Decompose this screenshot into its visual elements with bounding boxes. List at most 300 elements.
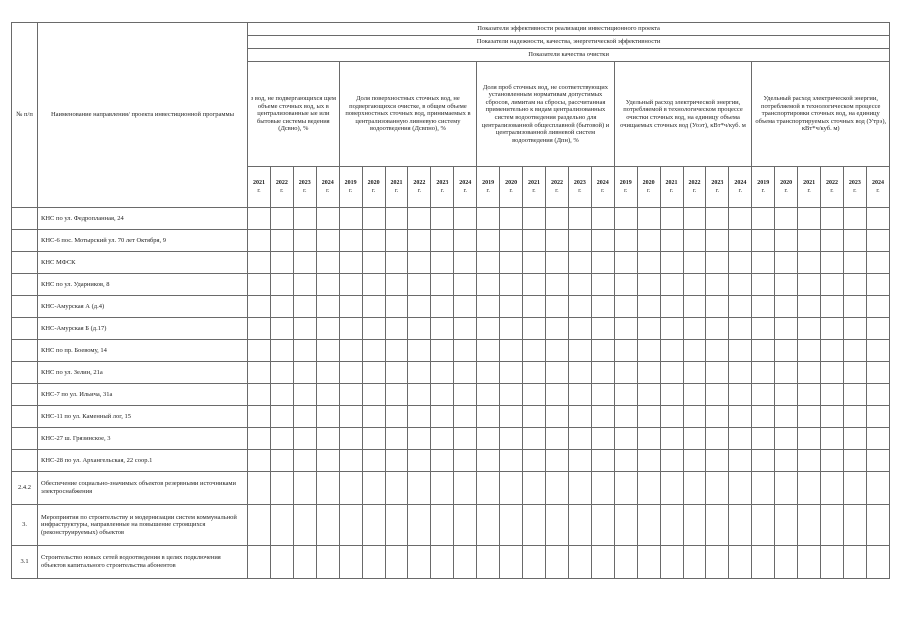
value-cell xyxy=(270,505,293,546)
value-cell xyxy=(591,505,614,546)
value-cell xyxy=(339,230,362,252)
value-cell xyxy=(591,428,614,450)
value-cell xyxy=(637,318,660,340)
value-cell xyxy=(362,546,385,579)
value-cell xyxy=(523,450,546,472)
year-header-cell xyxy=(798,167,821,208)
value-cell xyxy=(568,362,591,384)
row-number-cell xyxy=(12,230,38,252)
value-cell xyxy=(568,274,591,296)
value-cell xyxy=(293,340,316,362)
value-cell xyxy=(821,208,844,230)
value-cell xyxy=(477,208,500,230)
value-cell xyxy=(293,296,316,318)
value-cell xyxy=(293,450,316,472)
value-cell xyxy=(821,546,844,579)
year-header-cell xyxy=(568,167,591,208)
value-cell xyxy=(843,252,866,274)
year-header-cell xyxy=(660,167,683,208)
value-cell xyxy=(752,340,775,362)
value-cell xyxy=(477,296,500,318)
value-cell xyxy=(248,384,271,406)
row-number-cell xyxy=(12,450,38,472)
value-cell xyxy=(683,252,706,274)
year-label: 2022 xyxy=(550,180,563,186)
value-cell xyxy=(568,296,591,318)
year-label: 2019 xyxy=(482,180,495,186)
value-cell xyxy=(775,274,798,296)
table-row xyxy=(12,505,890,546)
value-cell xyxy=(683,208,706,230)
value-cell xyxy=(454,406,477,428)
value-cell xyxy=(408,208,431,230)
row-number-cell xyxy=(12,546,38,579)
value-cell xyxy=(454,450,477,472)
value-cell xyxy=(821,362,844,384)
value-cell xyxy=(339,340,362,362)
year-header-cell xyxy=(523,167,546,208)
value-cell xyxy=(798,318,821,340)
value-cell xyxy=(248,472,271,505)
value-cell xyxy=(752,450,775,472)
year-header-cell xyxy=(477,167,500,208)
value-cell xyxy=(362,472,385,505)
value-cell xyxy=(798,406,821,428)
value-cell xyxy=(500,505,523,546)
value-cell xyxy=(431,472,454,505)
value-cell xyxy=(821,384,844,406)
value-cell xyxy=(270,450,293,472)
value-cell xyxy=(362,230,385,252)
value-cell xyxy=(385,384,408,406)
value-cell xyxy=(660,505,683,546)
year-header-cell xyxy=(339,167,362,208)
value-cell xyxy=(362,318,385,340)
year-suffix: г. xyxy=(601,188,605,194)
value-cell xyxy=(637,296,660,318)
row-name: КНС по пр. Боевому, 14 xyxy=(41,346,107,354)
row-number-cell xyxy=(12,428,38,450)
value-cell xyxy=(637,252,660,274)
value-cell xyxy=(614,406,637,428)
row-name: Строительство новых сетей водоотведения в целях подключения объектов капитального строительства абонентов xyxy=(41,554,221,569)
value-cell xyxy=(408,340,431,362)
value-cell xyxy=(706,428,729,450)
row-name-cell xyxy=(38,274,248,296)
value-cell xyxy=(798,450,821,472)
value-cell xyxy=(523,546,546,579)
year-label: 2024 xyxy=(459,180,472,186)
year-suffix: г. xyxy=(280,188,284,194)
metric-header-cell xyxy=(477,62,615,167)
value-cell xyxy=(545,505,568,546)
year-label: 2023 xyxy=(711,180,724,186)
value-cell xyxy=(293,318,316,340)
value-cell xyxy=(866,505,889,546)
value-cell xyxy=(477,340,500,362)
year-label: 2024 xyxy=(321,180,334,186)
year-label: 2019 xyxy=(757,180,770,186)
value-cell xyxy=(568,230,591,252)
value-cell xyxy=(431,230,454,252)
value-cell xyxy=(729,406,752,428)
row-number: 3. xyxy=(22,521,27,529)
value-cell xyxy=(614,208,637,230)
year-label: 2020 xyxy=(367,180,380,186)
value-cell xyxy=(385,252,408,274)
year-label: 2021 xyxy=(665,180,678,186)
value-cell xyxy=(385,274,408,296)
table-row xyxy=(12,546,890,579)
value-cell xyxy=(431,505,454,546)
value-cell xyxy=(477,274,500,296)
year-header-cell xyxy=(408,167,431,208)
value-cell xyxy=(385,450,408,472)
value-cell xyxy=(752,230,775,252)
row-number-cell xyxy=(12,208,38,230)
value-cell xyxy=(545,472,568,505)
value-cell xyxy=(821,252,844,274)
value-cell xyxy=(454,318,477,340)
value-cell xyxy=(591,384,614,406)
year-label: 2024 xyxy=(872,180,885,186)
value-cell xyxy=(454,208,477,230)
value-cell xyxy=(454,505,477,546)
value-cell xyxy=(316,318,339,340)
value-cell xyxy=(614,505,637,546)
value-cell xyxy=(821,340,844,362)
value-cell xyxy=(798,472,821,505)
header-name-cell xyxy=(38,23,248,208)
value-cell xyxy=(270,472,293,505)
row-name: КНС по ул. Федропланная, 24 xyxy=(41,214,124,222)
value-cell xyxy=(775,230,798,252)
row-number-cell xyxy=(12,274,38,296)
value-cell xyxy=(568,318,591,340)
year-label: 2022 xyxy=(275,180,288,186)
year-label: 2023 xyxy=(298,180,311,186)
value-cell xyxy=(316,472,339,505)
value-cell xyxy=(775,362,798,384)
year-suffix: г. xyxy=(669,188,674,194)
header-no-label: № п/п xyxy=(16,111,33,119)
year-label: 2019 xyxy=(619,180,632,186)
year-header-cell xyxy=(431,167,454,208)
year-suffix: г. xyxy=(417,188,422,194)
value-cell xyxy=(339,546,362,579)
value-cell xyxy=(293,428,316,450)
value-cell xyxy=(591,274,614,296)
value-cell xyxy=(431,546,454,579)
value-cell xyxy=(316,274,339,296)
row-number: 3.1 xyxy=(20,558,29,566)
value-cell xyxy=(843,472,866,505)
value-cell xyxy=(454,546,477,579)
year-header-cell xyxy=(500,167,523,208)
value-cell xyxy=(568,505,591,546)
value-cell xyxy=(408,546,431,579)
value-cell xyxy=(454,384,477,406)
value-cell xyxy=(362,362,385,384)
value-cell xyxy=(568,472,591,505)
row-name: КНС-7 по ул. Ильича, 31а xyxy=(41,390,113,398)
value-cell xyxy=(637,505,660,546)
value-cell xyxy=(614,450,637,472)
value-cell xyxy=(660,450,683,472)
year-header-cell xyxy=(270,167,293,208)
value-cell xyxy=(248,546,271,579)
value-cell xyxy=(316,546,339,579)
value-cell xyxy=(523,318,546,340)
value-cell xyxy=(683,296,706,318)
value-cell xyxy=(706,450,729,472)
year-header-cell xyxy=(637,167,660,208)
value-cell xyxy=(362,274,385,296)
value-cell xyxy=(775,406,798,428)
value-cell xyxy=(729,546,752,579)
value-cell xyxy=(866,384,889,406)
value-cell xyxy=(362,406,385,428)
value-cell xyxy=(408,252,431,274)
value-cell xyxy=(339,318,362,340)
group-title: Показатели эффективности реализации инвестиционного проекта xyxy=(477,25,660,33)
year-suffix: г. xyxy=(692,188,697,194)
value-cell xyxy=(339,406,362,428)
value-cell xyxy=(477,252,500,274)
value-cell xyxy=(798,230,821,252)
value-cell xyxy=(293,472,316,505)
value-cell xyxy=(614,296,637,318)
value-cell xyxy=(431,340,454,362)
year-header-cell xyxy=(706,167,729,208)
value-cell xyxy=(752,505,775,546)
value-cell xyxy=(637,472,660,505)
value-cell xyxy=(821,450,844,472)
value-cell xyxy=(729,208,752,230)
row-name-cell xyxy=(38,450,248,472)
value-cell xyxy=(843,406,866,428)
value-cell xyxy=(339,208,362,230)
year-header-cell xyxy=(821,167,844,208)
value-cell xyxy=(866,362,889,384)
value-cell xyxy=(500,472,523,505)
year-suffix: г. xyxy=(738,188,742,194)
value-cell xyxy=(706,384,729,406)
value-cell xyxy=(431,428,454,450)
year-suffix: г. xyxy=(761,188,765,194)
value-cell xyxy=(706,505,729,546)
value-cell xyxy=(408,505,431,546)
value-cell xyxy=(339,505,362,546)
value-cell xyxy=(339,428,362,450)
value-cell xyxy=(866,450,889,472)
value-cell xyxy=(316,340,339,362)
year-label: 2022 xyxy=(826,180,838,186)
value-cell xyxy=(316,230,339,252)
value-cell xyxy=(500,230,523,252)
value-cell xyxy=(270,296,293,318)
value-cell xyxy=(385,406,408,428)
value-cell xyxy=(752,384,775,406)
value-cell xyxy=(408,472,431,505)
row-name-cell xyxy=(38,505,248,546)
value-cell xyxy=(293,362,316,384)
value-cell xyxy=(866,296,889,318)
year-label: 2022 xyxy=(413,180,426,186)
value-cell xyxy=(752,472,775,505)
value-cell xyxy=(637,362,660,384)
table-row xyxy=(12,406,890,428)
value-cell xyxy=(843,208,866,230)
value-cell xyxy=(293,252,316,274)
value-cell xyxy=(637,546,660,579)
value-cell xyxy=(729,384,752,406)
header-name-label: Наименование направления/ проекта инвестиционной программы xyxy=(50,111,235,119)
value-cell xyxy=(614,384,637,406)
value-cell xyxy=(316,252,339,274)
row-name: Обеспечение социально-значимых объектов резервными источниками электроснабжения xyxy=(41,480,237,495)
value-cell xyxy=(706,208,729,230)
value-cell xyxy=(500,340,523,362)
row-name: КНС-Амурская Б (д.17) xyxy=(41,324,107,332)
value-cell xyxy=(843,362,866,384)
value-cell xyxy=(729,472,752,505)
value-cell xyxy=(248,362,271,384)
value-cell xyxy=(316,362,339,384)
value-cell xyxy=(339,296,362,318)
investment-program-table-page xyxy=(11,22,889,582)
row-name-cell xyxy=(38,428,248,450)
value-cell xyxy=(408,318,431,340)
value-cell xyxy=(339,384,362,406)
value-cell xyxy=(614,252,637,274)
value-cell xyxy=(821,472,844,505)
value-cell xyxy=(408,296,431,318)
value-cell xyxy=(385,362,408,384)
row-number-cell xyxy=(12,472,38,505)
value-cell xyxy=(729,230,752,252)
row-number-cell xyxy=(12,505,38,546)
row-name-cell xyxy=(38,472,248,505)
value-cell xyxy=(523,362,546,384)
year-header-cell xyxy=(316,167,339,208)
year-header-cell xyxy=(454,167,477,208)
value-cell xyxy=(270,384,293,406)
value-cell xyxy=(775,384,798,406)
value-cell xyxy=(752,428,775,450)
value-cell xyxy=(408,384,431,406)
value-cell xyxy=(385,208,408,230)
value-cell xyxy=(775,208,798,230)
value-cell xyxy=(248,505,271,546)
value-cell xyxy=(591,208,614,230)
row-name-cell xyxy=(38,230,248,252)
value-cell xyxy=(637,274,660,296)
value-cell xyxy=(752,274,775,296)
value-cell xyxy=(362,450,385,472)
value-cell xyxy=(821,274,844,296)
row-number-cell xyxy=(12,318,38,340)
year-suffix: г. xyxy=(853,188,857,194)
value-cell xyxy=(798,546,821,579)
value-cell xyxy=(614,318,637,340)
value-cell xyxy=(798,274,821,296)
value-cell xyxy=(729,318,752,340)
value-cell xyxy=(293,546,316,579)
row-name: КНС по ул. Ударников, 8 xyxy=(41,280,110,288)
value-cell xyxy=(248,340,271,362)
value-cell xyxy=(408,274,431,296)
value-cell xyxy=(866,340,889,362)
value-cell xyxy=(523,384,546,406)
row-name: КНС МФСК xyxy=(41,258,76,266)
year-header-cell xyxy=(752,167,775,208)
efficiency-indicators-table xyxy=(11,22,890,579)
value-cell xyxy=(431,450,454,472)
year-label: 2023 xyxy=(848,180,861,186)
value-cell xyxy=(660,428,683,450)
value-cell xyxy=(637,428,660,450)
year-suffix: г. xyxy=(876,188,880,194)
value-cell xyxy=(270,340,293,362)
value-cell xyxy=(248,252,271,274)
table-row xyxy=(12,362,890,384)
row-name-cell xyxy=(38,296,248,318)
value-cell xyxy=(408,450,431,472)
value-cell xyxy=(270,546,293,579)
value-cell xyxy=(477,406,500,428)
value-cell xyxy=(660,252,683,274)
value-cell xyxy=(408,428,431,450)
table-row xyxy=(12,252,890,274)
year-label: 2021 xyxy=(390,180,403,186)
year-suffix: г. xyxy=(303,188,307,194)
value-cell xyxy=(500,546,523,579)
value-cell xyxy=(752,546,775,579)
row-name: КНС-27 ш. Грязинское, 3 xyxy=(41,434,111,442)
value-cell xyxy=(477,450,500,472)
value-cell xyxy=(591,472,614,505)
value-cell xyxy=(454,340,477,362)
value-cell xyxy=(362,505,385,546)
value-cell xyxy=(270,428,293,450)
value-cell xyxy=(637,384,660,406)
value-cell xyxy=(523,340,546,362)
year-header-cell xyxy=(293,167,316,208)
value-cell xyxy=(866,546,889,579)
row-name-cell xyxy=(38,252,248,274)
value-cell xyxy=(660,472,683,505)
value-cell xyxy=(523,428,546,450)
table-row xyxy=(12,230,890,252)
table-row xyxy=(12,340,890,362)
value-cell xyxy=(385,546,408,579)
value-cell xyxy=(752,362,775,384)
value-cell xyxy=(591,546,614,579)
year-suffix: г. xyxy=(578,188,582,194)
value-cell xyxy=(775,296,798,318)
value-cell xyxy=(454,472,477,505)
value-cell xyxy=(545,406,568,428)
value-cell xyxy=(821,406,844,428)
value-cell xyxy=(706,230,729,252)
value-cell xyxy=(568,428,591,450)
value-cell xyxy=(477,505,500,546)
value-cell xyxy=(523,208,546,230)
value-cell xyxy=(660,296,683,318)
value-cell xyxy=(293,384,316,406)
value-cell xyxy=(591,296,614,318)
